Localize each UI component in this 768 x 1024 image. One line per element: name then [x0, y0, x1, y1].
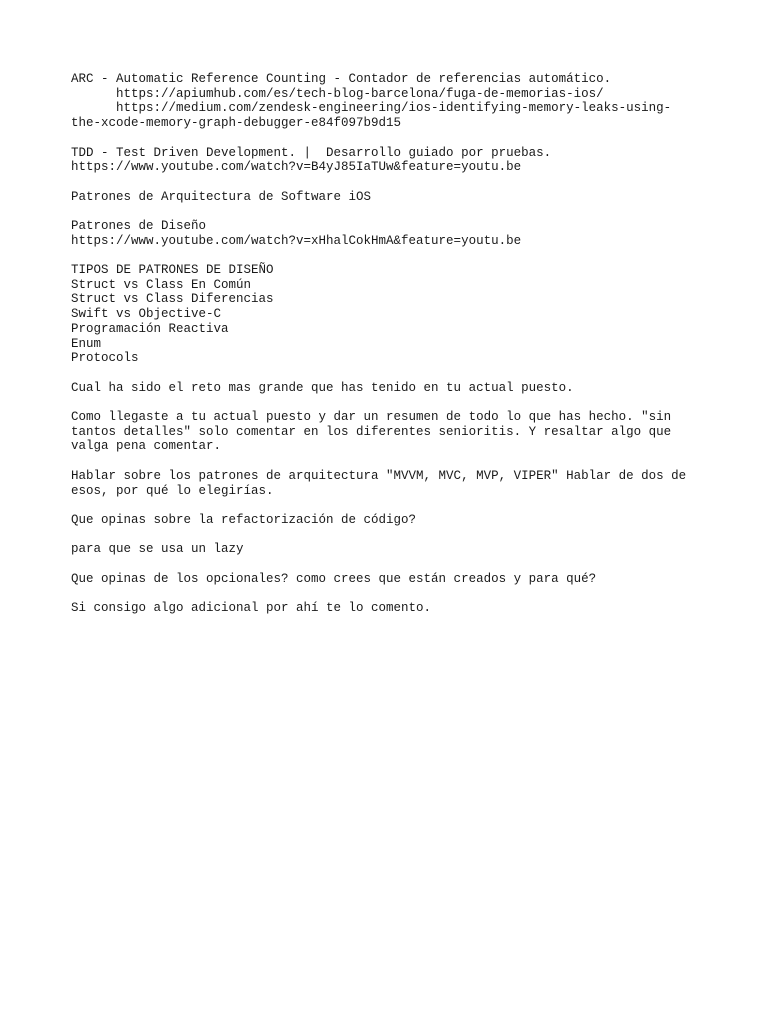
arch-patterns-section: [71, 190, 711, 205]
question-optionals: [71, 572, 711, 587]
topic-item: TIPOS DE PATRONES DE DISEÑO: [71, 263, 274, 278]
topic-item: Swift vs Objective-C: [71, 307, 222, 322]
arc-link-medium[interactable]: https://medium.com/zendesk-engineering/ios-identifying-memory-leaks-using-: [116, 101, 672, 116]
question-architecture-line: Hablar sobre los patrones de arquitectura "MVVM, MVC, MVP, VIPER" Hablar de dos de: [71, 468, 687, 483]
arc-section: [71, 72, 711, 131]
question-optionals-text: Que opinas de los opcionales? como crees que están creados y para qué?: [71, 571, 597, 586]
document-page: [71, 72, 711, 631]
closing-note: [71, 601, 711, 616]
question-architecture: [71, 469, 711, 498]
question-challenge-text: Cual ha sido el reto mas grande que has tenido en tu actual puesto.: [71, 380, 574, 395]
topic-item: Enum: [71, 336, 102, 351]
tdd-link[interactable]: https://www.youtube.com/watch?v=B4yJ85IaTUw&feature=youtu.be: [71, 160, 522, 175]
question-refactor-text: Que opinas sobre la refactorización de código?: [71, 512, 417, 527]
topics-list: [71, 263, 711, 366]
question-lazy-text: para que se usa un lazy: [71, 542, 244, 557]
tdd-title: TDD - Test Driven Development. | Desarrollo guiado por pruebas.: [71, 145, 552, 160]
question-position-line: tantos detalles" solo comentar en los diferentes senioritis. Y resaltar algo que: [71, 424, 672, 439]
question-position-line: valga pena comentar.: [71, 439, 222, 454]
question-position: [71, 410, 711, 454]
arc-link-apiumhub[interactable]: https://apiumhub.com/es/tech-blog-barcelona/fuga-de-memorias-ios/: [116, 86, 604, 101]
design-patterns-section: [71, 219, 711, 248]
arch-patterns-title: Patrones de Arquitectura de Software iOS: [71, 189, 372, 204]
closing-note-text: Si consigo algo adicional por ahí te lo comento.: [71, 601, 432, 616]
design-patterns-link[interactable]: https://www.youtube.com/watch?v=xHhalCokHmA&feature=youtu.be: [71, 233, 522, 248]
topic-item: Struct vs Class Diferencias: [71, 292, 274, 307]
question-lazy: [71, 542, 711, 557]
design-patterns-title: Patrones de Diseño: [71, 218, 207, 233]
question-architecture-line: esos, por qué lo elegirías.: [71, 483, 274, 498]
arc-title: ARC - Automatic Reference Counting - Contador de referencias automático.: [71, 72, 612, 86]
question-position-line: Como llegaste a tu actual puesto y dar un resumen de todo lo que has hecho. "sin: [71, 410, 672, 425]
topic-item: Protocols: [71, 351, 139, 366]
topic-item: Struct vs Class En Común: [71, 277, 252, 292]
question-challenge: [71, 381, 711, 396]
tdd-section: [71, 146, 711, 175]
topic-item: Programación Reactiva: [71, 321, 229, 336]
question-refactor: [71, 513, 711, 528]
arc-link-medium-continued[interactable]: the-xcode-memory-graph-debugger-e84f097b9d15: [71, 116, 402, 131]
